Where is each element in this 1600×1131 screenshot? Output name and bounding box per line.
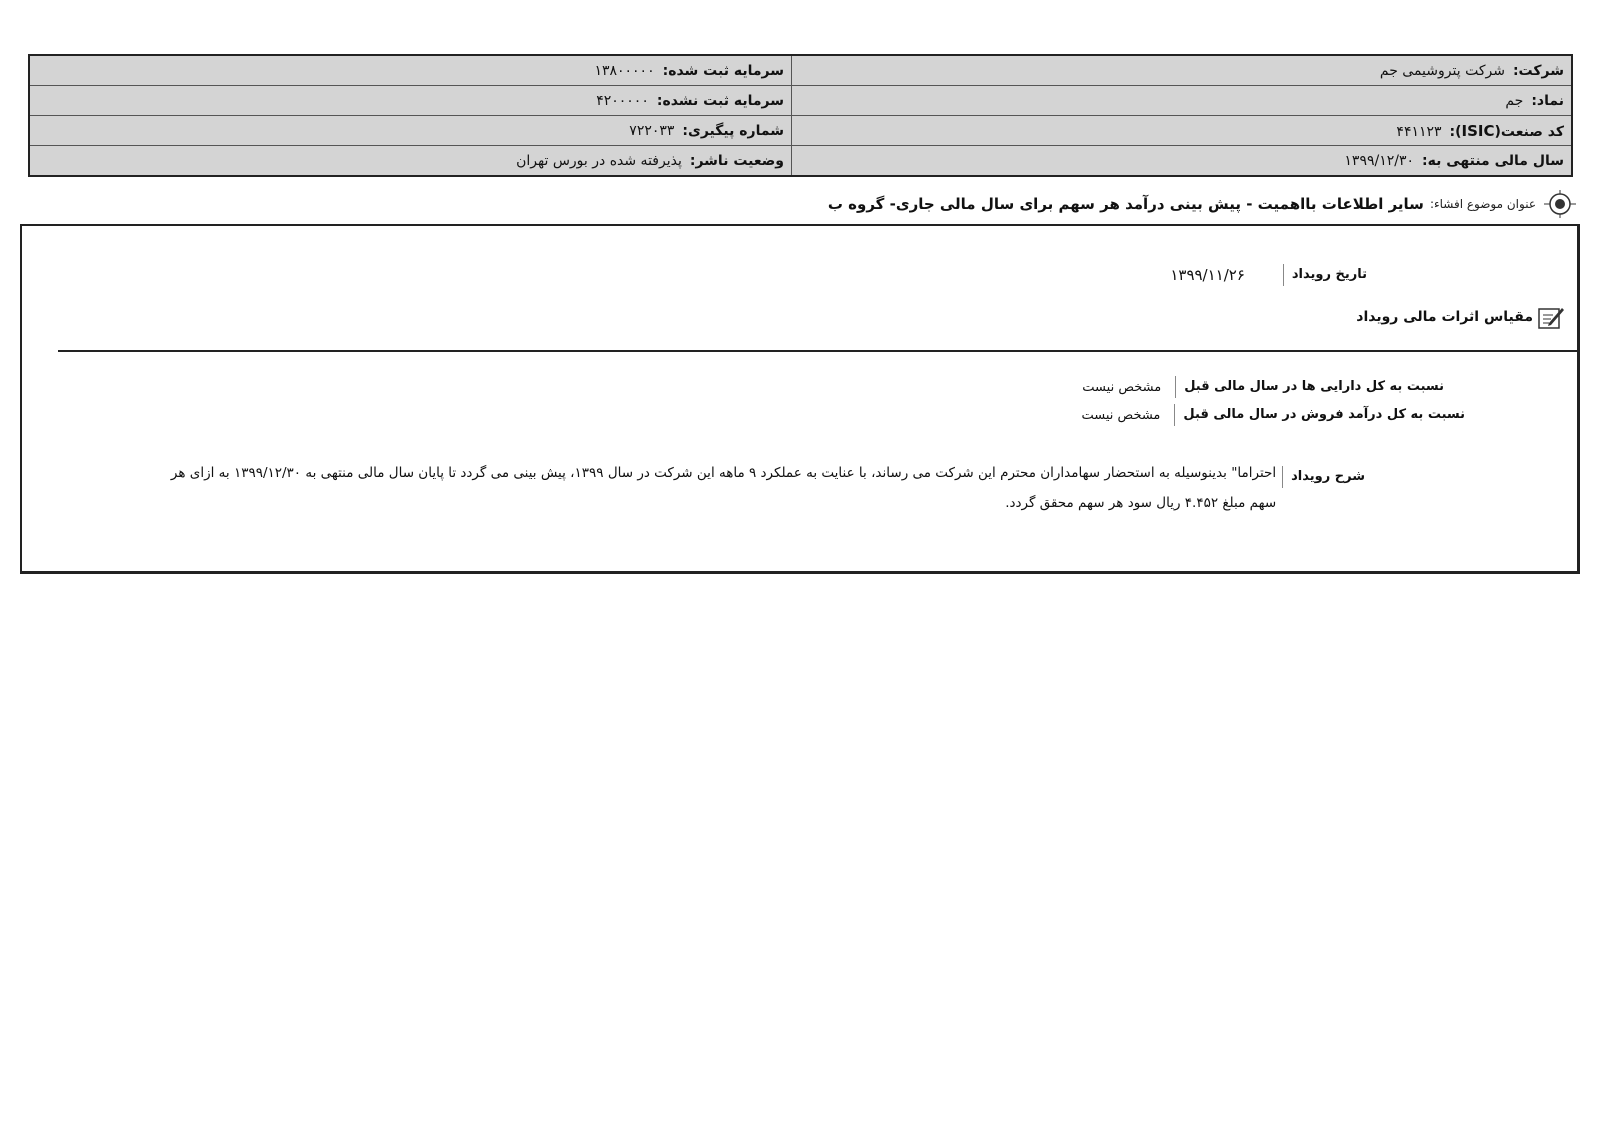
target-icon <box>1544 190 1576 218</box>
tracking-number-cell <box>29 116 792 146</box>
disclosure-subject <box>576 190 1576 218</box>
registered-capital-value: ۱۳۸۰۰۰۰۰ <box>594 62 655 79</box>
unregistered-capital-cell <box>29 86 792 116</box>
info-row <box>29 146 1572 177</box>
event-date-label: تاریخ رویداد <box>1283 264 1367 286</box>
publisher-status-label: وضعیت ناشر: <box>689 152 784 169</box>
isic-label-code: ISIC <box>1461 121 1495 140</box>
edit-icon <box>1537 304 1565 330</box>
ratio-assets-value: مشخص نیست <box>1082 379 1162 395</box>
tracking-number-value: ۷۲۲۰۳۳ <box>629 122 675 139</box>
info-row <box>29 55 1572 86</box>
isic-cell <box>792 116 1573 146</box>
isic-value: ۴۴۱۱۲۳ <box>1396 123 1442 140</box>
symbol-label: نماد: <box>1531 92 1564 109</box>
isic-label-suffix: ): <box>1449 123 1462 140</box>
info-row <box>29 116 1572 146</box>
isic-label-prefix: کد صنعت( <box>1494 123 1564 140</box>
ratio-assets-row <box>1082 376 1444 398</box>
subject-title: سایر اطلاعات بااهمیت - پیش بینی درآمد هر سهم برای سال مالی جاری- گروه ب <box>827 195 1424 213</box>
event-date-value: ۱۳۹۹/۱۱/۲۶ <box>1170 266 1245 284</box>
event-description-row <box>151 458 1365 518</box>
ratio-revenue-label: نسبت به کل درآمد فروش در سال مالی قبل <box>1174 404 1465 426</box>
isic-label <box>1449 121 1564 140</box>
info-row <box>29 86 1572 116</box>
event-description-label: شرح رویداد <box>1282 466 1365 488</box>
registered-capital-cell <box>29 55 792 86</box>
publisher-status-cell <box>29 146 792 177</box>
fiscal-year-label: سال مالی منتهی به: <box>1422 152 1564 169</box>
event-description-text: احتراما" بدینوسیله به استحضار سهامداران محترم این شرکت می رساند، با عنایت به عملکرد ۹ ماهه این شرکت در سال ۱۳۹۹، پیش بینی می گردد تا پایان سال مالی منتهی به ۱۳۹۹/۱۲/۳۰ به ازای هر سهم مبلغ ۴.۴۵۲ ریال سود هر سهم محقق گردد. <box>170 465 1277 511</box>
unregistered-capital-value: ۴۲۰۰۰۰۰ <box>596 92 649 109</box>
subject-label: عنوان موضوع افشاء: <box>1429 197 1536 211</box>
ratio-revenue-row <box>1081 404 1465 426</box>
financial-effects-title: مقیاس اثرات مالی رویداد <box>1356 309 1533 325</box>
publisher-status-value: پذیرفته شده در بورس تهران <box>516 152 682 169</box>
ratio-revenue-value: مشخص نیست <box>1081 407 1161 423</box>
unregistered-capital-label: سرمایه ثبت نشده: <box>656 92 784 109</box>
symbol-cell <box>792 86 1573 116</box>
company-cell <box>792 55 1573 86</box>
disclosure-content-box <box>20 224 1580 574</box>
registered-capital-label: سرمایه ثبت شده: <box>662 62 784 79</box>
section-divider <box>58 350 1577 352</box>
symbol-value: جم <box>1505 92 1524 109</box>
tracking-number-label: شماره پیگیری: <box>682 122 784 139</box>
ratio-assets-label: نسبت به کل دارایی ها در سال مالی قبل <box>1175 376 1444 398</box>
financial-effects-heading <box>1356 304 1565 330</box>
fiscal-year-cell <box>792 146 1573 177</box>
fiscal-year-value: ۱۳۹۹/۱۲/۳۰ <box>1344 152 1414 169</box>
event-date-row <box>1170 264 1367 286</box>
company-name: شرکت پتروشیمی جم <box>1379 62 1505 79</box>
company-label: شرکت: <box>1512 62 1564 79</box>
company-info-table <box>28 54 1573 177</box>
